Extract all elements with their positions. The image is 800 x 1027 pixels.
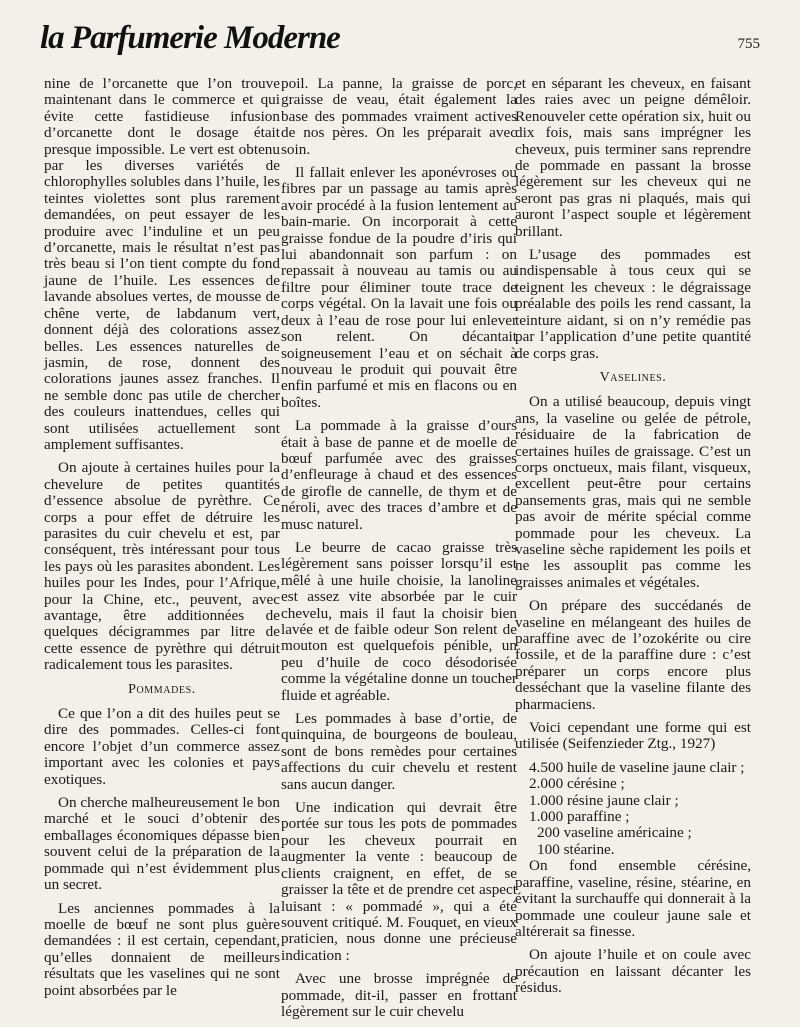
- paragraph: nine de l’orcanette que l’on trouve maintenant dans le commerce et qui évite cette fastidieuse infusion d’orcanette dont le dosage était presque impossible. Le vert est obtenu par les diverses variétés de chlorophylles solubles dans l’huile, les teintes violettes sont plus rarement demandées, on peut essayer de les produire avec l’induline et un peu d’orcanette, mais le résultat n’est pas très beau si l’on tient compte du fond jaune de l’huile. Les essences de lavande absolues vertes, de mousse de chêne verte, de labdanum vert, donnent déjà des colorations assez belles. Les essences naturelles de jasmin, de rose, donnent des colorations jaunes assez franches. Il ne semble donc pas utile de chercher des couleurs inattendues, celles qui sont utilisées actuellement sont amplement suffisantes.: [44, 75, 280, 453]
- column-2: [281, 76, 517, 1027]
- recipe-line: 2.000 cérésine ;: [529, 775, 625, 793]
- paragraph: et en séparant les cheveux, en faisant des raies avec un peigne démêloir. Renouveler cette opération six, huit ou dix fois, mais sans imprégner les cheveux, puis terminer sans reprendre de pommade en passant la brosse légèrement sur les cheveux qui ne seront pas gras ni plaqués, mais qui auront l’aspect souple et légèrement brillant.: [515, 75, 751, 240]
- recipe-line: 1.000 résine jaune clair ;: [529, 791, 679, 809]
- paragraph: On fond ensemble cérésine, paraffine, vaseline, résine, stéarine, en évitant la surchauffe qui donnerait à la pommade une couleur jaune sale et altérerait sa finesse.: [515, 857, 751, 940]
- paragraph: On ajoute l’huile et on coule avec précaution en laissant décanter les résidus.: [515, 946, 751, 997]
- recipe-line: 200 vaseline américaine ;: [537, 824, 692, 842]
- paragraph: Il fallait enlever les aponévroses ou fibres par un passage au tamis après avoir procédé à la fusion lentement au bain-marie. On incorporait à cette graisse fondue de la poudre d’iris qui lui abandonnait son parfum : on repassait à nouveau au tamis ou au filtre pour éliminer toute trace de corps végétal. On la lavait une fois ou deux à l’eau de rose pour lui enlever son relent. On décantait soigneusement l’eau et on séchait à nouveau le produit qui pouvait être enfin parfumé et mis en flacons ou en boîtes.: [281, 164, 517, 411]
- paragraph: Voici cependant une forme qui est utilisée (Seifenzieder Ztg., 1927): [515, 719, 751, 753]
- paragraph: On prépare des succédanés de vaseline en mélangeant des huiles de paraffine avec de l’ozokérite ou cire fossile, et de la paraffine dure : c’est préparer un corps encore plus desséchant que la vaseline filante des pharmaciens.: [515, 597, 751, 713]
- paragraph: On a utilisé beaucoup, depuis vingt ans, la vaseline ou gelée de pétrole, résiduaire de la fabrication de certaines huiles de graissage. C’est un corps onctueux, mais filant, visqueux, excellent peut-être pour certains pansements gras, mais qui ne semble pas avoir de mérite spécial comme pommade pour les cheveux. La vaseline sèche rapidement les poils et ne les assouplit pas comme les graisses animales et végétales.: [515, 393, 751, 591]
- paragraph: Les pommades à base d’ortie, de quinquina, de bourgeons de bouleau, sont de bons remèdes pour certaines affections du cuir chevelu et restent sans aucun danger.: [281, 710, 517, 793]
- recipe-line: 100 stéarine.: [537, 840, 615, 858]
- recipe-line: 4.500 huile de vaseline jaune clair ;: [529, 758, 745, 776]
- section-heading: Vaselines.: [599, 369, 667, 385]
- paragraph: Les anciennes pommades à la moelle de bœuf ne sont plus guère demandées : il est certain, cependant, qu’elles donnaient de meilleurs résultats que les vaselines qui ne sont point absorbées par le: [44, 899, 280, 999]
- paragraph: Une indication qui devrait être portée sur tous les pots de pommades pour les cheveux pourrait en augmenter la vente : beaucoup de clients craignent, en effet, de se graisser la tête et de prendre cet aspect luisant : « pommadé », qui a été souvent critiqué. M. Fouquet, en vieux praticien, nous donne une précieuse indication :: [281, 799, 517, 964]
- column-3: [515, 76, 751, 1004]
- paragraph: L’usage des pommades est indispensable à tous ceux qui se teignent les cheveux : le dégraissage préalable des poils les rend cassant, la teinture aidant, si on n’y remédie pas par l’application d’une petite quantité de corps gras.: [515, 246, 751, 362]
- paragraph: Ce que l’on a dit des huiles peut se dire des pommades. Celles-ci font encore l’objet d’un commerce assez important avec les colonies et pays exotiques.: [44, 705, 280, 788]
- paragraph: On cherche malheureusement le bon marché et le souci d’obtenir des emballages économiques dépasse bien souvent celui de la préparation de la pommade qui n’est évidemment plus un secret.: [44, 794, 280, 894]
- masthead: la Parfumerie Moderne: [40, 20, 340, 56]
- paragraph: Le beurre de cacao graisse très légèrement sans poisser lorsqu’il est mêlé à une huile choisie, la lanoline est assez vite absorbée par le cuir chevelu, mais il faut la choisir bien lavée et de faible odeur Son relent de mouton est quelquefois pénible, un peu d’huile de coco désodorisée comme la végétaline donne un toucher fluide et agréable.: [281, 538, 517, 704]
- paragraph: La pommade à la graisse d’ours était à base de panne et de moelle de bœuf parfumée avec des graisses d’enfleurage à chaud et des essences de girofle de cannelle, de thym et de néroli, avec des traces d’ambre et de musc naturel.: [281, 417, 517, 533]
- paragraph: On ajoute à certaines huiles pour la chevelure de petites quantités d’essence absolue de pyrèthre. Ce corps a pour effet de détruire les parasites du cuir chevelu et est, par conséquent, très intéressant pour tous les pays où les parasites abondent. Les huiles pour les Indes, pour l’Afrique, pour la Chine, etc., peuvent, avec avantage, être additionnées de quelques décigrammes par litre de cette essence de pyrèthre qui détruit radicalement tous les parasites.: [44, 459, 280, 674]
- section-heading: Pommades.: [128, 681, 196, 697]
- recipe-list: [515, 760, 751, 858]
- column-1: [44, 76, 280, 1006]
- page-number: 755: [737, 36, 760, 52]
- paragraph: Avec une brosse imprégnée de pommade, dit-il, passer en frottant légèrement sur le cuir chevelu: [281, 970, 517, 1020]
- recipe-line: 1.000 paraffine ;: [529, 808, 630, 826]
- paragraph: poil. La panne, la graisse de porc, graisse de veau, était également la base des pommades vraiment actives de nos pères. On les préparait avec soin.: [281, 75, 517, 158]
